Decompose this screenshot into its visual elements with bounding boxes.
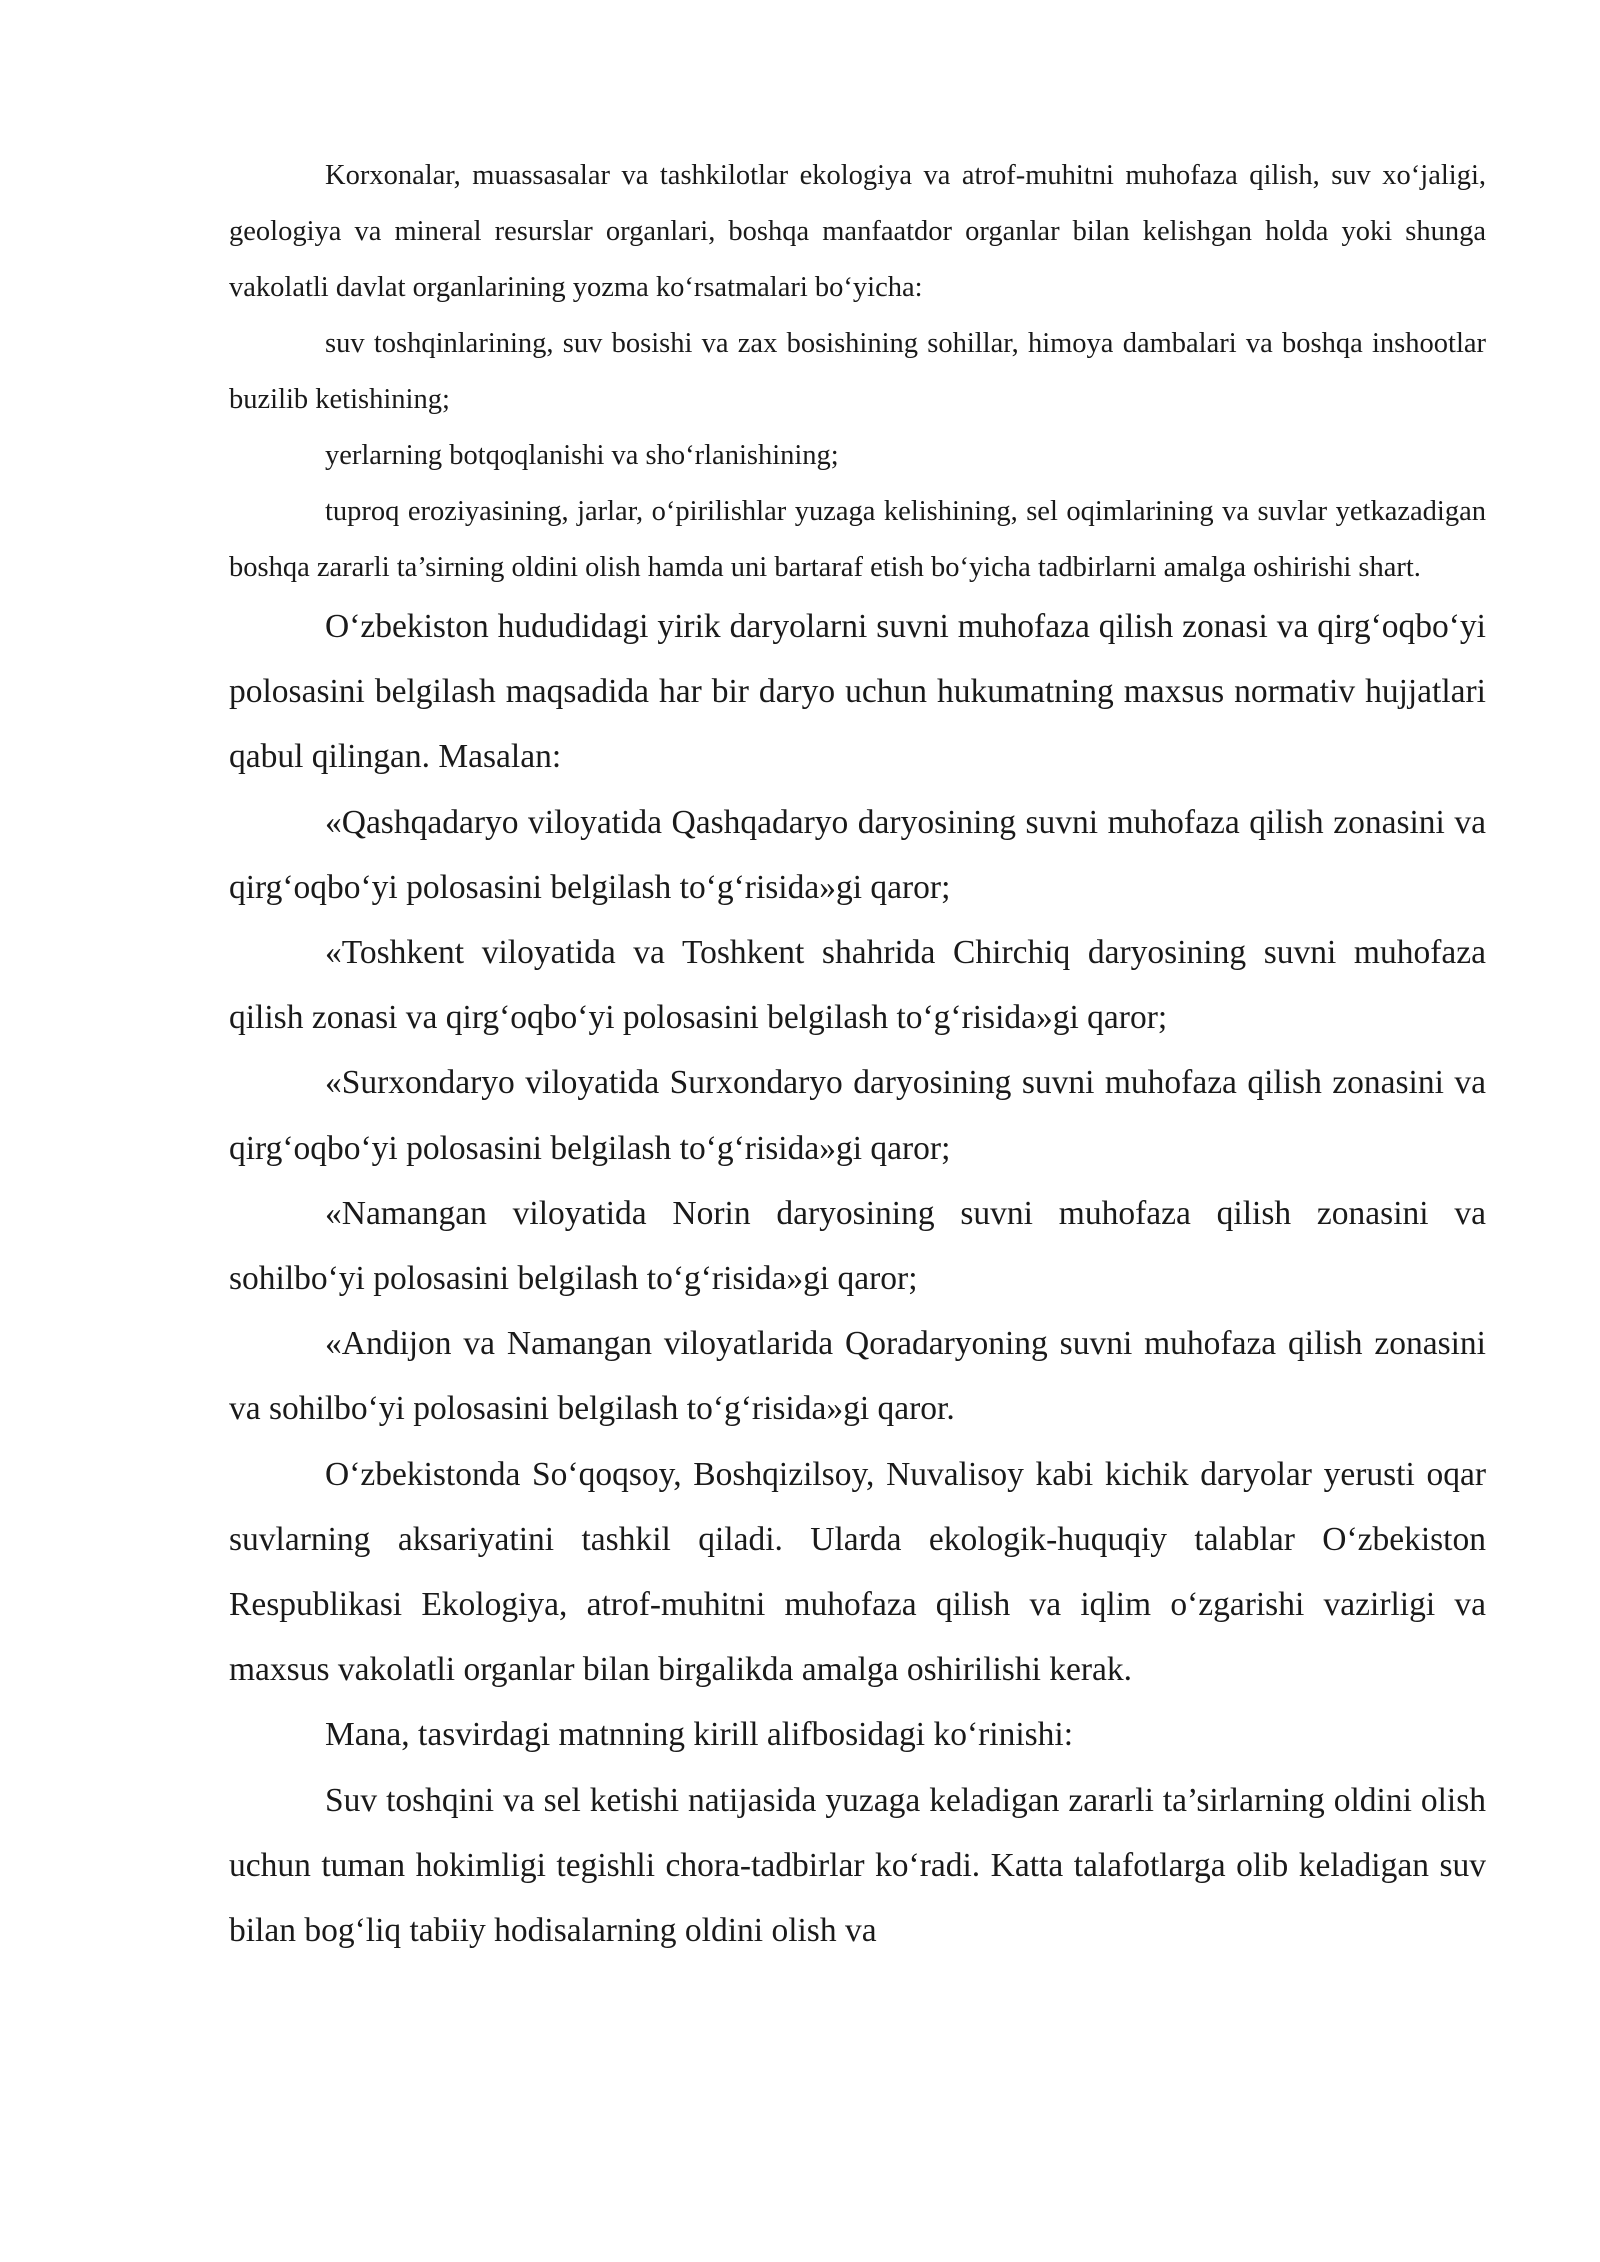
large-text-section [229,594,1486,1963]
paragraph-decree-chirchik: «Toshkent viloyatida va Toshkent shahrida Chirchiq daryosining suvni muhofaza qilish zonasi va qirg‘oqbo‘yi polosasini belgilash to‘g‘risida»gi qaror; [229,934,1486,1037]
paragraph-cyrillic-note: Mana, tasvirdagi matnning kirill alifbosidagi ko‘rinishi: [325,1716,1074,1754]
paragraph-decree-naryn: «Namangan viloyatida Norin daryosining suvni muhofaza qilish zonasini va sohilbo‘yi polosasini belgilash to‘g‘risida»gi qaror; [229,1194,1486,1298]
paragraph-decree-karadarya: «Andijon va Namangan viloyatlarida Qoradaryoning suvni muhofaza qilish zonasini va sohilbo‘yi polosasini belgilash to‘g‘risida»gi qaror. [229,1325,1486,1428]
paragraph-swamping-salinization: yerlarning botqoqlanishi va sho‘rlanishining; [325,440,839,471]
paragraph-decree-surkhandarya: «Surxondaryo viloyatida Surxondaryo daryosining suvni muhofaza qilish zonasini va qirg‘oqbo‘yi polosasini belgilash to‘g‘risida»gi qaror; [229,1064,1486,1167]
paragraph-river-regulations-intro: O‘zbekiston hududidagi yirik daryolarni suvni muhofaza qilish zonasi va qirg‘oqbo‘yi polosasini belgilash maqsadida har bir daryo uchun hukumatning maxsus normativ hujjatlari qabul qilingan. Masalan: [229,608,1486,776]
paragraph-enterprise-obligations: Korxonalar, muassasalar va tashkilotlar ekologiya va atrof-muhitni muhofaza qilish, suv xo‘jaligi, geologiya va mineral resurslar organlari, boshqa manfaatdor organlar bilan kelishgan holda yoki shunga vakolatli davlat organlarining yozma ko‘rsatmalari bo‘yicha: [229,160,1486,303]
paragraph-flood-measures: Suv toshqini va sel ketishi natijasida yuzaga keladigan zararli ta’sirlarning oldini olish uchun tuman hokimligi tegishli chora-tadbirlar ko‘radi. Katta talafotlarga olib keladigan suv bilan bog‘liq tabiiy hodisalarning oldini olish va [229,1781,1486,1950]
document-body [229,148,1486,1963]
paragraph-decree-kashkadarya: «Qashqadaryo viloyatida Qashqadaryo daryosining suvni muhofaza qilish zonasini va qirg‘oqbo‘yi polosasini belgilash to‘g‘risida»gi qaror; [229,803,1486,906]
small-text-section [229,148,1486,596]
paragraph-small-rivers: O‘zbekistonda So‘qoqsoy, Boshqizilsoy, Nuvalisoy kabi kichik daryolar yerusti oqar suvlarning aksariyatini tashkil qiladi. Ularda ekologik-huquqiy talablar O‘zbekiston Respublikasi Ekologiya, atrof-muhitni muhofaza qilish va iqlim o‘zgarishi vazirligi va maxsus vakolatli organlar bilan birgalikda amalga oshirilishi kerak. [229,1455,1486,1689]
paragraph-flood-damage: suv toshqinlarining, suv bosishi va zax bosishining sohillar, himoya dambalari va boshqa inshootlar buzilib ketishining; [229,328,1486,415]
paragraph-erosion-prevention: tuproq eroziyasining, jarlar, o‘pirilishlar yuzaga kelishining, sel oqimlarining va suvlar yetkazadigan boshqa zararli ta’sirning oldini olish hamda uni bartaraf etish bo‘yicha tadbirlarni amalga oshirishi shart. [229,496,1486,583]
